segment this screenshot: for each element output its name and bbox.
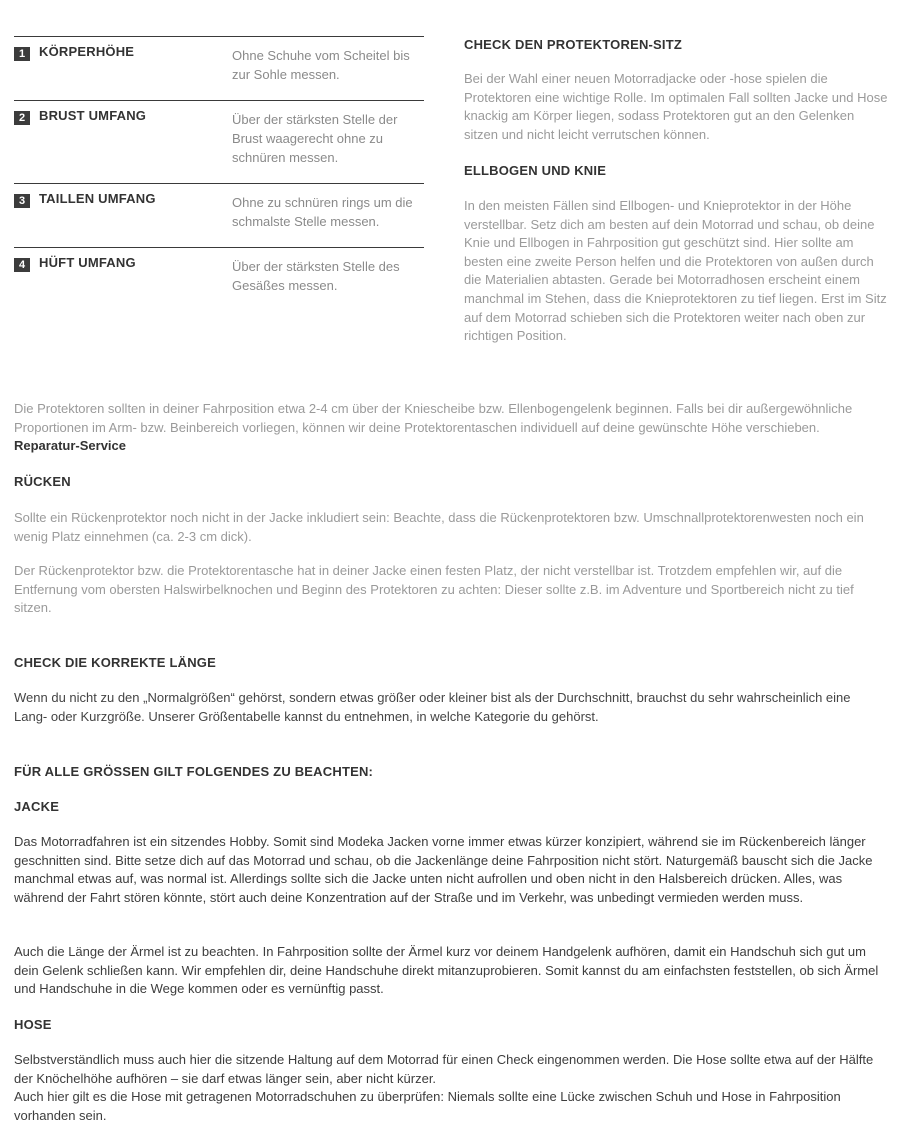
protectors-text: Bei der Wahl einer neuen Motorradjacke oder -hose spielen die Protektoren eine wichtige Rolle. Im optimalen Fall sollten Jacke und Hose knackig am Körper liegen, sodass Protektoren gut an den Gelenken sitzen und nicht leicht verrutschen können. xyxy=(464,71,888,142)
pants-heading: HOSE xyxy=(14,1017,52,1032)
measurement-label: TAILLEN UMFANG xyxy=(39,191,156,206)
length-text: Wenn du nicht zu den „Normalgrößen“ gehörst, sondern etwas größer oder kleiner bist als der Durchschnitt, brauchst du sehr wahrscheinlich eine Lang- oder Kurzgröße. Unserer Größentabelle kannst du entnehmen, in welche Kategorie du gehörst. xyxy=(14,690,851,724)
measurement-description: Über der stärksten Stelle der Brust waagerecht ohne zu schnüren messen. xyxy=(232,112,398,165)
protector-position-text xyxy=(14,400,886,456)
protector-position-sentence: Die Protektoren sollten in deiner Fahrposition etwa 2-4 cm über der Kniescheibe bzw. Ellenbogengelenk beginnen. Falls bei dir außergewöhnliche Proportionen im Arm- bzw. Beinbereich vorliegen, können wir deine Protektorentaschen individuell auf deine gewünschte Höhe verschieben. xyxy=(14,401,853,435)
pants-text-2: Auch hier gilt es die Hose mit getragenen Motorradschuhen zu überprüfen: Niemals sollte eine Lücke zwischen Schuh und Hose in Fahrposition vorhanden sein. xyxy=(14,1089,841,1123)
step-number-badge: 4 xyxy=(14,258,30,272)
repair-service-link[interactable]: Reparatur-Service xyxy=(14,438,126,454)
elbow-knee-text: In den meisten Fällen sind Ellbogen- und Knieprotektor in der Höhe verstellbar. Setz dich am besten auf dein Motorrad und schau, ob deine Knie und Ellbogen in Fahrposition gut geschützt sind. Hier sollte am besten eine zweite Person helfen und die Protektoren von außen durch die Materialien abtasten. Gerade bei Motorradhosen erscheint einem manchmal im Stehen, dass die Knieprotektoren zu tief liegen. Erst im Sitz auf dem Motorrad schieben sich die Protektoren weiter nach oben zur richtigen Position. xyxy=(464,198,887,344)
measurement-row xyxy=(14,183,424,229)
measurement-description: Ohne Schuhe vom Scheitel bis zur Sohle messen. xyxy=(232,48,410,82)
protectors-heading: CHECK DEN PROTEKTOREN-SITZ xyxy=(464,37,683,52)
measurement-label: KÖRPERHÖHE xyxy=(39,44,135,59)
measurement-label: BRUST UMFANG xyxy=(39,108,147,123)
measurement-description: Ohne zu schnüren rings um die schmalste Stelle messen. xyxy=(232,195,413,229)
measurement-row xyxy=(14,247,424,293)
jacket-text-1: Das Motorradfahren ist ein sitzendes Hobby. Somit sind Modeka Jacken vorne immer etwas kürzer konzipiert, während sie im Rückenbereich länger geschnitten sind. Bitte setze dich auf das Motorrad und schau, ob die Jackenlänge deine Fahrposition nicht stört. Naturgemäß bauscht sich die Jacke manchmal etwas auf, was normal ist. Allerdings sollte sich die Jacke unten nicht aufrollen und oben nicht in den Halsbereich drücken. Alles, was während der Fahrt stören könnte, stört auch deine Konzentration auf der Straße und im Verkehr, was unbedingt vermieden werden muss. xyxy=(14,834,873,905)
all-sizes-heading: FÜR ALLE GRÖSSEN GILT FOLGENDES ZU BEACHTEN: xyxy=(14,764,374,779)
step-number-badge: 1 xyxy=(14,47,30,61)
jacket-text-2: Auch die Länge der Ärmel ist zu beachten. In Fahrposition sollte der Ärmel kurz vor deinem Handgelenk aufhören, damit ein Handschuh sich gut um dein Gelenk schließen kann. Wir empfehlen dir, deine Handschuhe direkt mitanzuprobieren. Somit kannst du am einfachsten feststellen, ob sich Ärmel und Handschuhe in die Wege kommen oder es vernünftig passt. xyxy=(14,944,879,997)
measurement-row xyxy=(14,36,424,82)
step-number-badge: 2 xyxy=(14,111,30,125)
back-heading: RÜCKEN xyxy=(14,474,71,489)
back-text-1: Sollte ein Rückenprotektor noch nicht in der Jacke inkludiert sein: Beachte, dass die Rückenprotektoren bzw. Umschnallprotektorenwesten noch ein wenig Platz einnehmen (ca. 2-3 cm dick). xyxy=(14,510,864,544)
step-number-badge: 3 xyxy=(14,194,30,208)
measurement-row xyxy=(14,100,424,165)
measurement-description: Über der stärksten Stelle des Gesäßes messen. xyxy=(232,259,400,293)
measurement-label: HÜFT UMFANG xyxy=(39,255,136,270)
pants-text-1: Selbstverständlich muss auch hier die sitzende Haltung auf dem Motorrad für einen Check eingenommen werden. Die Hose sollte etwa auf der Hälfte der Knöchelhöhe aufhören – sie darf etwas länger sein, aber nicht kürzer. xyxy=(14,1052,874,1086)
back-text-2: Der Rückenprotektor bzw. die Protektorentasche hat in deiner Jacke einen festen Platz, der nicht verstellbar ist. Trotzdem empfehlen wir, auf die Entfernung vom obersten Halswirbelknochen und Beginn des Protektoren zu achten: Dieser sollte z.B. im Adventure und Sportbereich nicht zu tief sitzen. xyxy=(14,563,854,616)
length-heading: CHECK DIE KORREKTE LÄNGE xyxy=(14,655,216,670)
jacket-heading: JACKE xyxy=(14,799,60,814)
elbow-knee-heading: ELLBOGEN UND KNIE xyxy=(464,163,607,178)
